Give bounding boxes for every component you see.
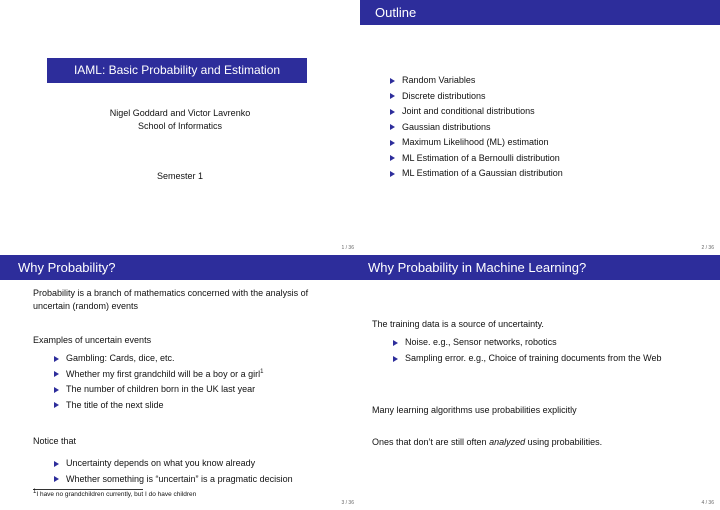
list-item: The title of the next slide [52,398,263,414]
slide-title [0,0,360,255]
bullet-triangle-icon [390,155,395,161]
list-item: The number of children born in the UK last year [52,382,263,398]
list-item: Whether something is “uncertain” is a pragmatic decision [52,472,293,488]
bullet-triangle-icon [54,387,59,393]
examples-list [52,351,263,413]
footnote-divider [33,489,143,490]
bullet-triangle-icon [390,124,395,130]
list-item: Discrete distributions [388,89,563,105]
list-item: ML Estimation of a Gaussian distribution [388,166,563,182]
bullet-triangle-icon [54,356,59,362]
explicit-text: Many learning algorithms use probabilities explicitly [372,405,577,415]
slide-header: Why Probability? [0,255,360,280]
list-item: Uncertainty depends on what you know already [52,456,293,472]
authors: Nigel Goddard and Victor Lavrenko [109,108,251,118]
bullet-triangle-icon [54,402,59,408]
slide-why-probability [0,255,360,510]
bullet-triangle-icon [54,476,59,482]
bullet-triangle-icon [393,356,398,362]
bullet-triangle-icon [390,140,395,146]
slide-why-probability-ml [360,255,720,510]
notice-label: Notice that [33,436,77,446]
training-data-text: The training data is a source of uncertainty. [372,319,544,329]
bullet-triangle-icon [390,93,395,99]
list-item: Noise. e.g., Sensor networks, robotics [391,335,691,351]
bullet-triangle-icon [54,461,59,467]
footnote: $^1$I have no grandchildren currently, but I do have children [33,488,197,498]
list-item: Sampling error. e.g., Choice of training documents from the Web [391,351,691,365]
bullet-triangle-icon [54,371,59,377]
semester: Semester 1 [156,171,204,181]
list-item: Gambling: Cards, dice, etc. [52,351,263,367]
list-item: ML Estimation of a Bernoulli distribution [388,151,563,167]
list-item: Joint and conditional distributions [388,104,563,120]
list-item: Maximum Likelihood (ML) estimation [388,135,563,151]
analyzed-text: Ones that don’t are still often analyzed using probabilities. [372,437,603,447]
page-number: 1 / 36 [341,245,354,251]
bullet-triangle-icon [390,171,395,177]
presentation-title: IAML: Basic Probability and Estimation [47,58,307,83]
school: School of Informatics [137,121,223,131]
examples-label: Examples of uncertain events [33,335,152,345]
page-number: 3 / 36 [341,500,354,506]
list-item: Gaussian distributions [388,120,563,136]
list-item: Whether my first grandchild will be a boy or a girl$^1$ [52,367,263,383]
footnote-mark: 1 [260,368,264,375]
page-number: 4 / 36 [701,500,714,506]
slide-outline [360,0,720,255]
bullet-triangle-icon [390,109,395,115]
notice-list [52,456,293,487]
slide-header: Why Probability in Machine Learning? [360,255,720,280]
uncertainty-list [391,335,691,365]
intro-paragraph: Probability is a branch of mathematics concerned with the analysis of uncertain (random) events [33,288,309,311]
bullet-triangle-icon [393,340,398,346]
slide-header: Outline [360,0,720,25]
bullet-triangle-icon [390,78,395,84]
page-number: 2 / 36 [701,245,714,251]
list-item: Random Variables [388,73,563,89]
outline-list [388,73,563,182]
